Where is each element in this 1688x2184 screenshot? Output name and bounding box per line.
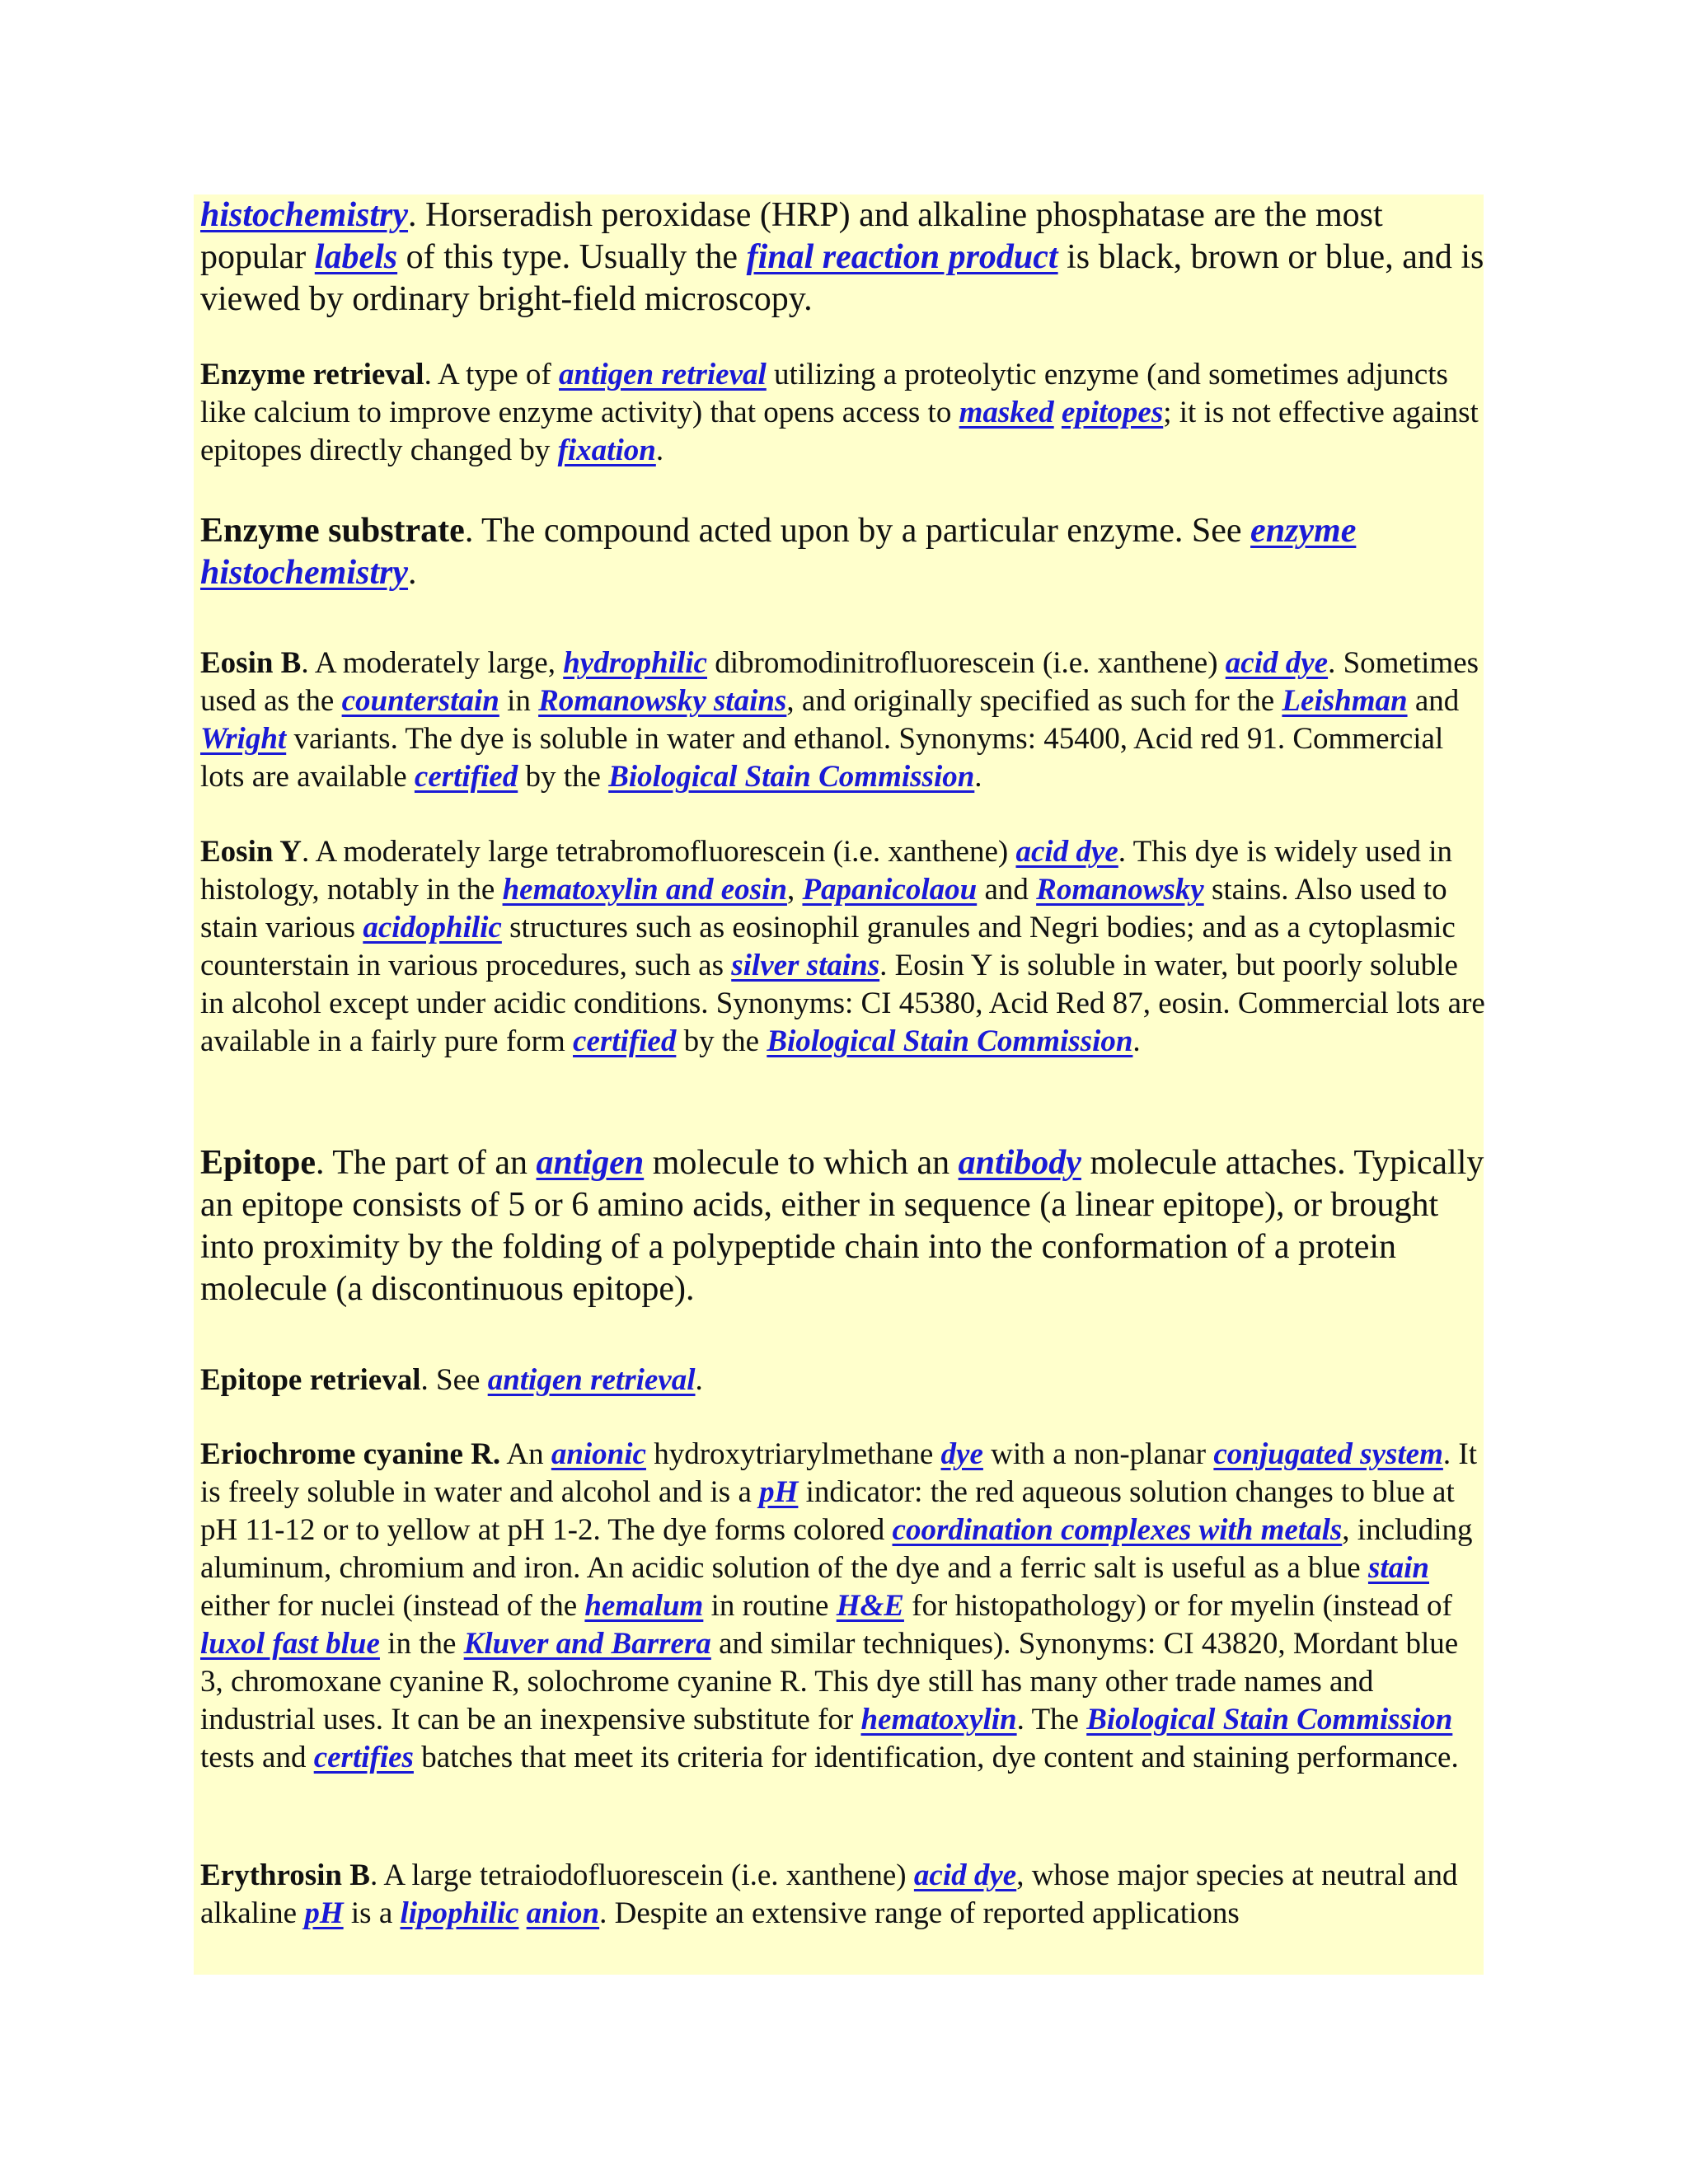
link-ph[interactable]: pH	[304, 1896, 344, 1930]
entry-text: molecule to which an	[644, 1144, 959, 1182]
entry-text: ,	[786, 873, 803, 907]
link-anion[interactable]: anion	[526, 1896, 600, 1930]
link-antigen[interactable]: antigen	[536, 1144, 645, 1182]
entry-text: . The part of an	[316, 1144, 537, 1182]
link-dye[interactable]: dye	[940, 1437, 983, 1471]
entry-text: . A moderately large,	[301, 646, 564, 680]
link-masked[interactable]: masked	[959, 396, 1054, 429]
link-biological-stain-commission[interactable]: Biological Stain Commission	[608, 760, 975, 794]
entry-text: .	[655, 434, 664, 467]
entry-eriochrome-cyanine-r	[200, 1436, 1486, 1777]
link-kluver-and-barrera[interactable]: Kluver and Barrera	[463, 1627, 711, 1661]
link-hydrophilic[interactable]: hydrophilic	[563, 646, 707, 680]
link-acidophilic[interactable]: acidophilic	[363, 911, 502, 944]
entry-text: , including aluminum, chromium and iron. An acidic solution of the dye and a ferric salt is useful as a blue	[200, 1513, 1473, 1585]
link-papanicolaou[interactable]: Papanicolaou	[802, 873, 978, 907]
entry-text: stains. Also used to stain various	[200, 873, 1447, 944]
entry-text: with a non-planar	[982, 1437, 1214, 1471]
link-antibody[interactable]: antibody	[958, 1144, 1081, 1182]
link-silver-stains[interactable]: silver stains	[731, 949, 880, 982]
entry-text: .	[974, 760, 982, 794]
link-antigen-retrieval[interactable]: antigen retrieval	[487, 1363, 696, 1397]
entry-term: Epitope	[200, 1144, 316, 1182]
entry-text: .	[1132, 1024, 1141, 1058]
link-coordination-complexes-with-metals[interactable]: coordination complexes with metals	[892, 1513, 1343, 1547]
entry-text: and similar techniques). Synonyms: CI 43820, Mordant blue 3, chromoxane cyanine R, solochrome cyanine R. This dye still has many other trade names and industrial uses. It can be an inexpensive substitute for	[200, 1627, 1459, 1736]
entry-text: . Eosin Y is soluble in water, but poorly soluble in alcohol except under acidic conditions. Synonyms: CI 45380, Acid Red 87, eosin. Commercial lots are available in a fairly pure form	[200, 949, 1485, 1058]
entry-text: . Sometimes used as the	[200, 646, 1479, 718]
link-ph[interactable]: pH	[759, 1475, 799, 1509]
entry-term: Eosin B	[200, 646, 302, 680]
entry-text: in the	[379, 1627, 464, 1661]
entry-text: molecule attaches. Typically an epitope consists of 5 or 6 amino acids, either in sequence (a linear epitope), or brought into proximity by the folding of a polypeptide chain into the conformation of a protein molecule (a discontinuous epitope).	[200, 1144, 1484, 1308]
entry-text: is a	[343, 1896, 401, 1930]
entry-text: . A moderately large tetrabromofluorescein (i.e. xanthene)	[302, 835, 1016, 869]
entry-epitope	[200, 1142, 1486, 1310]
link-luxol-fast-blue[interactable]: luxol fast blue	[200, 1627, 380, 1661]
entry-text: .	[695, 1363, 703, 1397]
link-leishman[interactable]: Leishman	[1282, 684, 1408, 718]
entry-text: . A type of	[424, 358, 559, 391]
link-certified[interactable]: certified	[573, 1024, 677, 1058]
link-biological-stain-commission[interactable]: Biological Stain Commission	[767, 1024, 1133, 1058]
link-acid-dye[interactable]: acid dye	[1015, 835, 1118, 869]
entry-text: . The	[1016, 1703, 1087, 1736]
entry-erythrosin-b	[200, 1857, 1486, 1933]
entry-eosin-b	[200, 644, 1486, 796]
entry-text: and	[977, 873, 1037, 907]
entry-text: for histopathology) or for myelin (instead of	[903, 1589, 1452, 1623]
entry-enzyme-substrate	[200, 510, 1486, 594]
link-hematoxylin-and-eosin[interactable]: hematoxylin and eosin	[502, 873, 787, 907]
entry-term: Erythrosin B	[200, 1858, 370, 1892]
link-acid-dye[interactable]: acid dye	[913, 1858, 1017, 1892]
entry-term: Eosin Y	[200, 835, 302, 869]
entry-text: , whose major species at neutral and alkaline	[200, 1858, 1458, 1930]
link-certified[interactable]: certified	[414, 760, 518, 794]
link-counterstain[interactable]: counterstain	[341, 684, 499, 718]
entry-text: . This dye is widely used in histology, notably in the	[200, 835, 1453, 907]
entry-text: . A large tetraiodofluorescein (i.e. xanthene)	[369, 1858, 914, 1892]
link-romanowsky[interactable]: Romanowsky	[1036, 873, 1204, 907]
entry-text: . See	[420, 1363, 488, 1397]
entry-text: dibromodinitrofluorescein (i.e. xanthene)	[706, 646, 1226, 680]
entry-text: by the	[518, 760, 609, 794]
entry-text: An	[500, 1437, 551, 1471]
link-enzyme-histochemistry[interactable]: enzyme histochemistry	[200, 512, 1357, 592]
entry-text: in routine	[703, 1589, 837, 1623]
link-romanowsky-stains[interactable]: Romanowsky stains	[538, 684, 787, 718]
link-acid-dye[interactable]: acid dye	[1225, 646, 1329, 680]
glossary-page	[194, 194, 1484, 1975]
entry-text: . It is freely soluble in water and alcohol and is a	[200, 1437, 1477, 1509]
entry-text: and	[1407, 684, 1460, 718]
entry-text: indicator: the red aqueous solution changes to blue at pH 11-12 or to yellow at pH 1-2. The dye forms colored	[200, 1475, 1455, 1547]
entry-text: in	[499, 684, 539, 718]
link-lipophilic[interactable]: lipophilic	[400, 1896, 519, 1930]
entry-text	[1054, 396, 1062, 429]
entry-term: Eriochrome cyanine R.	[200, 1437, 501, 1471]
link-biological-stain-commission[interactable]: Biological Stain Commission	[1086, 1703, 1453, 1736]
link-final-reaction-product[interactable]: final reaction product	[746, 238, 1058, 276]
entry-text: . The compound acted upon by a particular enzyme. See	[464, 512, 1251, 550]
entry-term: Epitope retrieval	[200, 1363, 421, 1397]
link-hemalum[interactable]: hemalum	[584, 1589, 704, 1623]
entry-text: of this type. Usually the	[397, 238, 747, 276]
entry-epitope-retrieval	[200, 1361, 1486, 1399]
link-fixation[interactable]: fixation	[557, 434, 656, 467]
link-hande[interactable]: H&E	[836, 1589, 904, 1623]
entry-text: , and originally specified as such for the	[786, 684, 1282, 718]
entry-term: Enzyme substrate	[200, 512, 465, 550]
entry-eosin-y	[200, 833, 1486, 1061]
link-antigen-retrieval[interactable]: antigen retrieval	[559, 358, 767, 391]
entry-text: batches that meet its criteria for identification, dye content and staining performance.	[413, 1741, 1459, 1774]
link-labels[interactable]: labels	[314, 238, 398, 276]
link-stain[interactable]: stain	[1367, 1551, 1429, 1585]
entry-text: .	[408, 554, 417, 592]
entry-text: tests and	[200, 1741, 314, 1774]
entry-text: by the	[676, 1024, 767, 1058]
entry-text: ; it is not effective against epitopes directly changed by	[200, 396, 1479, 467]
entry-text: . Horseradish peroxidase (HRP) and alkaline phosphatase are the most popular	[200, 196, 1383, 276]
entry-text: variants. The dye is soluble in water and ethanol. Synonyms: 45400, Acid red 91. Commercial lots are available	[200, 722, 1444, 794]
entry-enzyme-retrieval	[200, 356, 1486, 470]
entry-text: structures such as eosinophil granules and Negri bodies; and as a cytoplasmic counterstain in various procedures, such as	[200, 911, 1456, 982]
link-epitopes[interactable]: epitopes	[1061, 396, 1164, 429]
link-certifies[interactable]: certifies	[313, 1741, 414, 1774]
entry-text: utilizing a proteolytic enzyme (and sometimes adjuncts like calcium to improve enzyme activity) that opens access to	[200, 358, 1448, 429]
entry-text: hydroxytriarylmethane	[645, 1437, 941, 1471]
entry-text	[518, 1896, 526, 1930]
entry-term: Enzyme retrieval	[200, 358, 424, 391]
entry-text: is black, brown or blue, and is viewed by ordinary bright-field microscopy.	[200, 238, 1484, 318]
entry-text: either for nuclei (instead of the	[200, 1589, 585, 1623]
link-wright[interactable]: Wright	[200, 722, 287, 756]
link-hematoxylin[interactable]: hematoxylin	[860, 1703, 1017, 1736]
entry-text: . Despite an extensive range of reported applications	[599, 1896, 1240, 1930]
entry-intro	[200, 194, 1486, 321]
link-anionic[interactable]: anionic	[551, 1437, 646, 1471]
link-histochemistry[interactable]: histochemistry	[200, 196, 409, 234]
link-conjugated-system[interactable]: conjugated system	[1213, 1437, 1443, 1471]
